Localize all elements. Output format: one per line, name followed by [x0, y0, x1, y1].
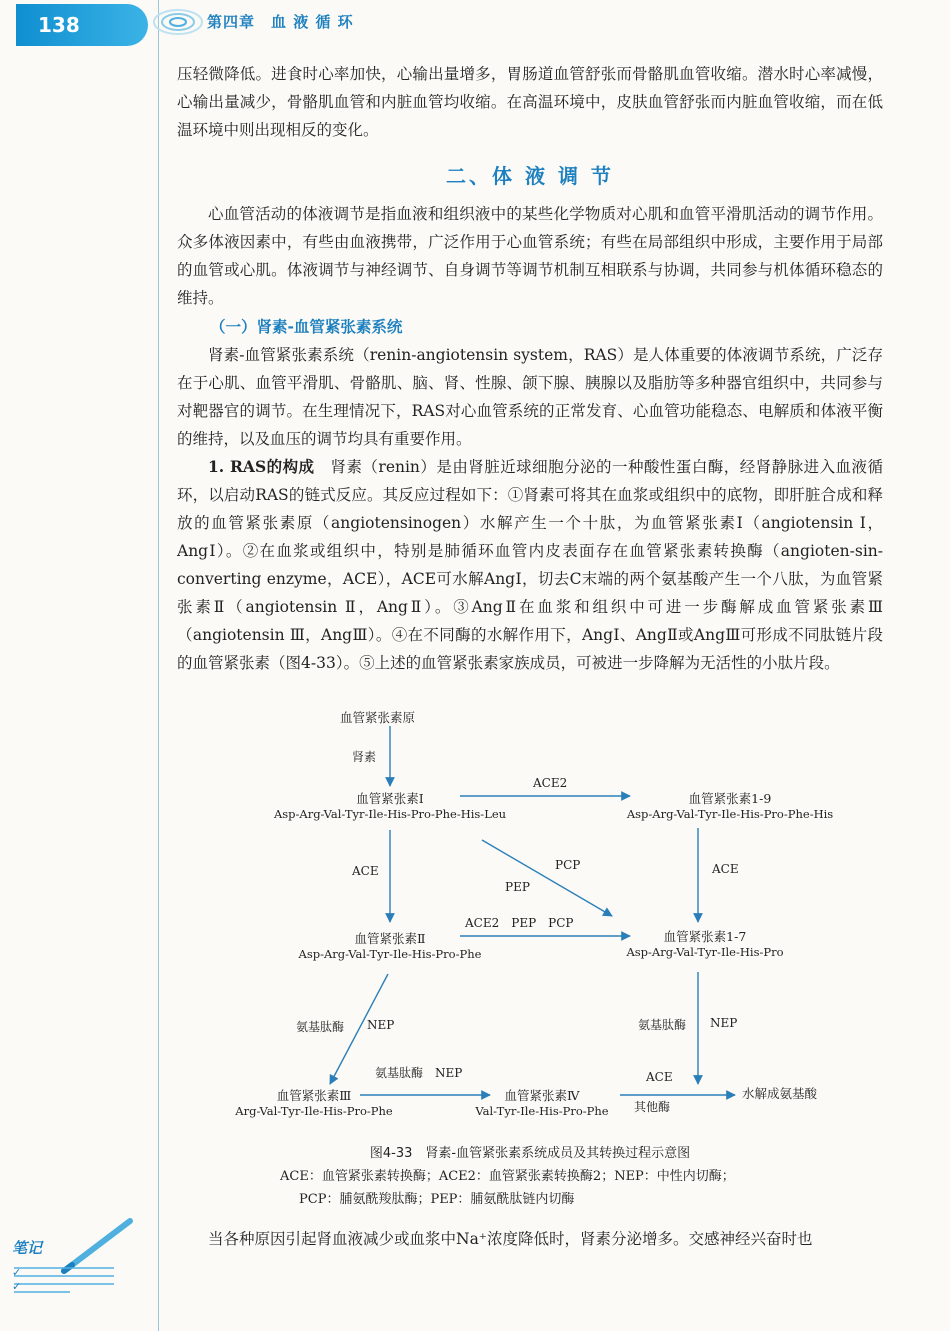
page-number: 138 — [38, 13, 80, 37]
node-angiotensinogen: 血管紧张素原 — [340, 710, 416, 725]
node-ang1-7: 血管紧张素1-7 Asp-Arg-Val-Tyr-Ile-His-Pro — [626, 929, 784, 959]
label-amino-left: 氨基肽酶 — [296, 1020, 345, 1034]
label-bottom-enzymes: 氨基肽酶 NEP — [375, 1066, 463, 1080]
margin-rule — [158, 0, 159, 1331]
page-number-badge — [16, 4, 148, 46]
notes-label: 笔记 — [12, 1239, 43, 1257]
paragraph-ras-composition-text: 肾素（renin）是由肾脏近球细胞分泌的一种酸性蛋白酶，经肾静脉进入血液循环，以启动RAS的链式反应。其反应过程如下：①肾素可将其在血浆或组织中的底物，即肝脏合成和释放的血管紧张素原（angiotensinogen）水解产生一个十肽，为血管紧张素Ⅰ（angiotensin Ⅰ，AngⅠ）。②在血浆或组织中，特别是肺循环血管内皮表面存在血管紧张素转换酶（angioten-sin-converting enzyme，ACE），ACE可水解AngⅠ，切去C末端的两个氨基酸产生一个八肽，为血管紧张素Ⅱ（angiotensin Ⅱ，AngⅡ）。③AngⅡ在血浆和组织中可进一步酶解成血管紧张素Ⅲ（angiotensin Ⅲ，AngⅢ）。④在不同酶的水解作用下，AngⅠ、AngⅡ或AngⅢ可形成不同肽链片段的血管紧张素（图4-33）。⑤上述的血管紧张素家族成员，可被进一步降解为无活性的小肽片段。 — [177, 458, 883, 672]
header-swirl-icon — [150, 2, 206, 42]
label-pcp: PCP — [555, 858, 581, 872]
svg-text:✓: ✓ — [12, 1266, 22, 1279]
figure-caption-title: 图4-33 肾素-血管紧张素系统成员及其转换过程示意图 — [369, 1146, 691, 1161]
node-ang1-9: 血管紧张素1-9 Asp-Arg-Val-Tyr-Ile-His-Pro-Phe-His — [626, 791, 834, 821]
paragraph-renin-secretion: 当各种原因引起肾血液减少或血浆中Na⁺浓度降低时，肾素分泌增多。交感神经兴奋时也 — [208, 1230, 813, 1248]
paragraph-intro: 压轻微降低。进食时心率加快，心输出量增多，胃肠道血管舒张而骨骼肌血管收缩。潜水时心率减慢，心输出量减少，骨骼肌血管和内脏血管均收缩。在高温环境中，皮肤血管舒张而内脏血管收缩，而在低温环境中则出现相反的变化。 — [177, 65, 883, 139]
chapter-title: 第四章 血 液 循 环 — [207, 13, 354, 31]
label-nep-left: NEP — [367, 1018, 395, 1032]
arrow-pcp-pep — [482, 840, 612, 916]
svg-text:✓: ✓ — [12, 1280, 22, 1293]
label-nep-right: NEP — [710, 1016, 738, 1030]
node-ang1: 血管紧张素Ⅰ Asp-Arg-Val-Tyr-Ile-His-Pro-Phe-His-Leu — [273, 791, 507, 821]
paragraph-ras: 肾素-血管紧张素系统（renin-angiotensin system，RAS）是人体重要的体液调节系统，广泛存在于心肌、血管平滑肌、骨骼肌、脑、肾、性腺、颌下腺、胰腺以及脂肪等多种器官组织中，共同参与对靶器官的调节。在生理情况下，RAS对心血管系统的正常发育、心血管功能稳态、电解质和体液平衡的维持，以及血压的调节均具有重要作用。 — [177, 346, 883, 448]
notes-lines-icon — [10, 1262, 120, 1302]
section-title: 二、体 液 调 节 — [446, 164, 614, 188]
subsection-heading: （一）肾素-血管紧张素系统 — [210, 318, 403, 336]
paragraph-lead: 1. RAS的构成 — [208, 457, 315, 476]
node-ang2: 血管紧张素Ⅱ Asp-Arg-Val-Tyr-Ile-His-Pro-Phe — [298, 931, 482, 961]
node-ang4: 血管紧张素Ⅳ Val-Tyr-Ile-His-Pro-Phe — [475, 1088, 609, 1118]
figure-caption-line2: PCP：脯氨酰羧肽酶；PEP：脯氨酰肽链内切酶 — [299, 1192, 575, 1207]
label-pep: PEP — [505, 880, 530, 894]
label-amino-right: 氨基肽酶 — [638, 1018, 687, 1032]
ras-diagram — [200, 700, 900, 1140]
paragraph-ras-composition — [177, 453, 883, 677]
node-amino-acids: 水解成氨基酸 — [742, 1086, 818, 1101]
node-ang3: 血管紧张素Ⅲ Arg-Val-Tyr-Ile-His-Pro-Phe — [235, 1088, 393, 1118]
label-other-enzymes: 其他酶 — [634, 1100, 671, 1114]
label-ace2-top: ACE2 — [533, 776, 568, 790]
label-renin: 肾素 — [352, 750, 377, 764]
figure-caption-line1: ACE：血管紧张素转换酶；ACE2：血管紧张素转换酶2；NEP：中性内切酶； — [280, 1169, 735, 1184]
paragraph-humoral: 心血管活动的体液调节是指血液和组织液中的某些化学物质对心肌和血管平滑肌活动的调节作用。众多体液因素中，有些由血液携带，广泛作用于心血管系统；有些在局部组织中形成，主要作用于局部的血管或心肌。体液调节与神经调节、自身调节等调节机制互相联系与协调，共同参与机体循环稳态的维持。 — [177, 205, 883, 307]
label-ace-bottom: ACE — [646, 1070, 673, 1084]
label-mid-enzymes: ACE2 PEP PCP — [465, 916, 574, 930]
label-ace-right: ACE — [712, 862, 739, 876]
label-ace-left: ACE — [352, 864, 379, 878]
